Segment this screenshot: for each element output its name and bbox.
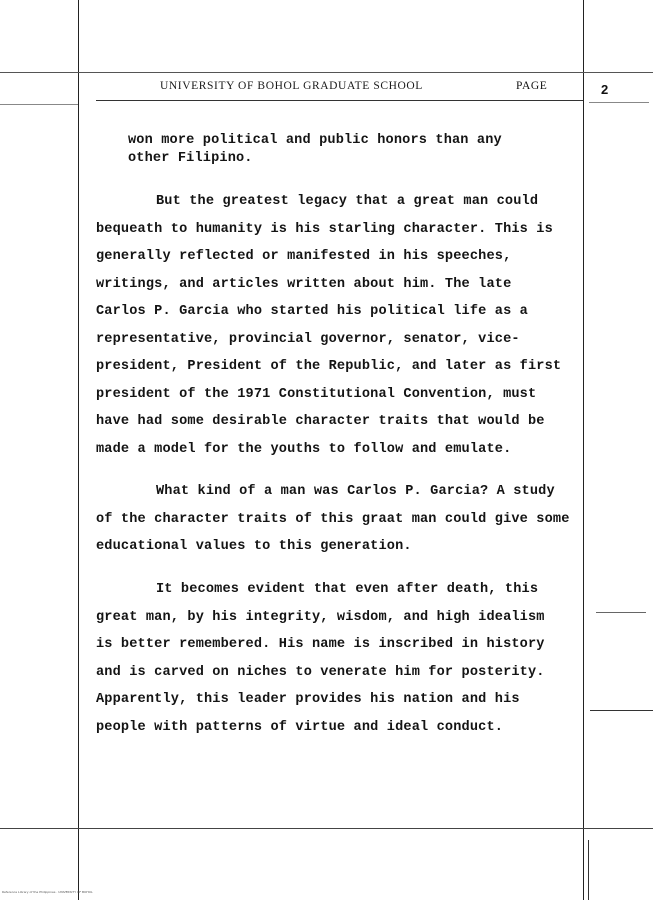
- document-header-title: UNIVERSITY OF BOHOL GRADUATE SCHOOL: [160, 80, 423, 92]
- text-line: made a model for the youths to follow and emulate.: [96, 441, 512, 457]
- text-line: of the character traits of this graat man could give some: [96, 511, 570, 527]
- text-line: educational values to this generation.: [96, 539, 412, 554]
- paragraph-question: [96, 478, 586, 561]
- text-line: writings, and articles written about him. The late: [96, 276, 512, 292]
- text-line: generally reflected or manifested in his speeches,: [96, 249, 512, 264]
- text-line: great man, by his integrity, wisdom, and high idealism: [96, 609, 545, 625]
- text-line: and is carved on niches to venerate him for posterity.: [96, 664, 545, 680]
- text-line: won more political and public honors than any: [128, 133, 502, 148]
- text-line: other Filipino.: [128, 151, 253, 166]
- left-dash-rule: [0, 104, 78, 105]
- header-underline-rule: [96, 100, 583, 101]
- paragraph-continuation: [128, 132, 548, 168]
- text-line: is better remembered. His name is inscribed in history: [96, 637, 545, 652]
- text-line: Apparently, this leader provides his nation and his: [96, 692, 520, 707]
- text-line: bequeath to humanity is his starling character. This is: [96, 221, 553, 237]
- paragraph-remembrance: [96, 576, 586, 741]
- page-number-divider: [589, 102, 649, 103]
- left-margin-rule: [78, 0, 79, 900]
- text-line: have had some desirable character traits that would be: [96, 414, 545, 429]
- text-line: What kind of a man was Carlos P. Garcia? A study: [156, 484, 555, 499]
- scan-footer-microtext: Reference Library of the Philippines · UNIVERSITY OF BOHOL: [2, 890, 93, 894]
- bottom-rule: [0, 828, 653, 829]
- text-line: Carlos P. Garcia who started his political life as a: [96, 304, 528, 319]
- text-line: representative, provincial governor, senator, vice-: [96, 331, 520, 347]
- paragraph-legacy: [96, 188, 586, 463]
- text-line: president, President of the Republic, and later as first: [96, 359, 562, 374]
- right-side-dash: [596, 612, 646, 613]
- text-line: But the greatest legacy that a great man could: [156, 194, 539, 209]
- right-side-rule: [590, 710, 653, 711]
- bottom-right-tick: [588, 840, 589, 900]
- text-line: president of the 1971 Constitutional Convention, must: [96, 386, 537, 402]
- page-number: 2: [601, 82, 609, 97]
- page-label: PAGE: [516, 80, 548, 92]
- text-line: people with patterns of virtue and ideal conduct.: [96, 719, 504, 735]
- top-header-rule: [0, 72, 653, 73]
- text-line: It becomes evident that even after death, this: [156, 582, 539, 597]
